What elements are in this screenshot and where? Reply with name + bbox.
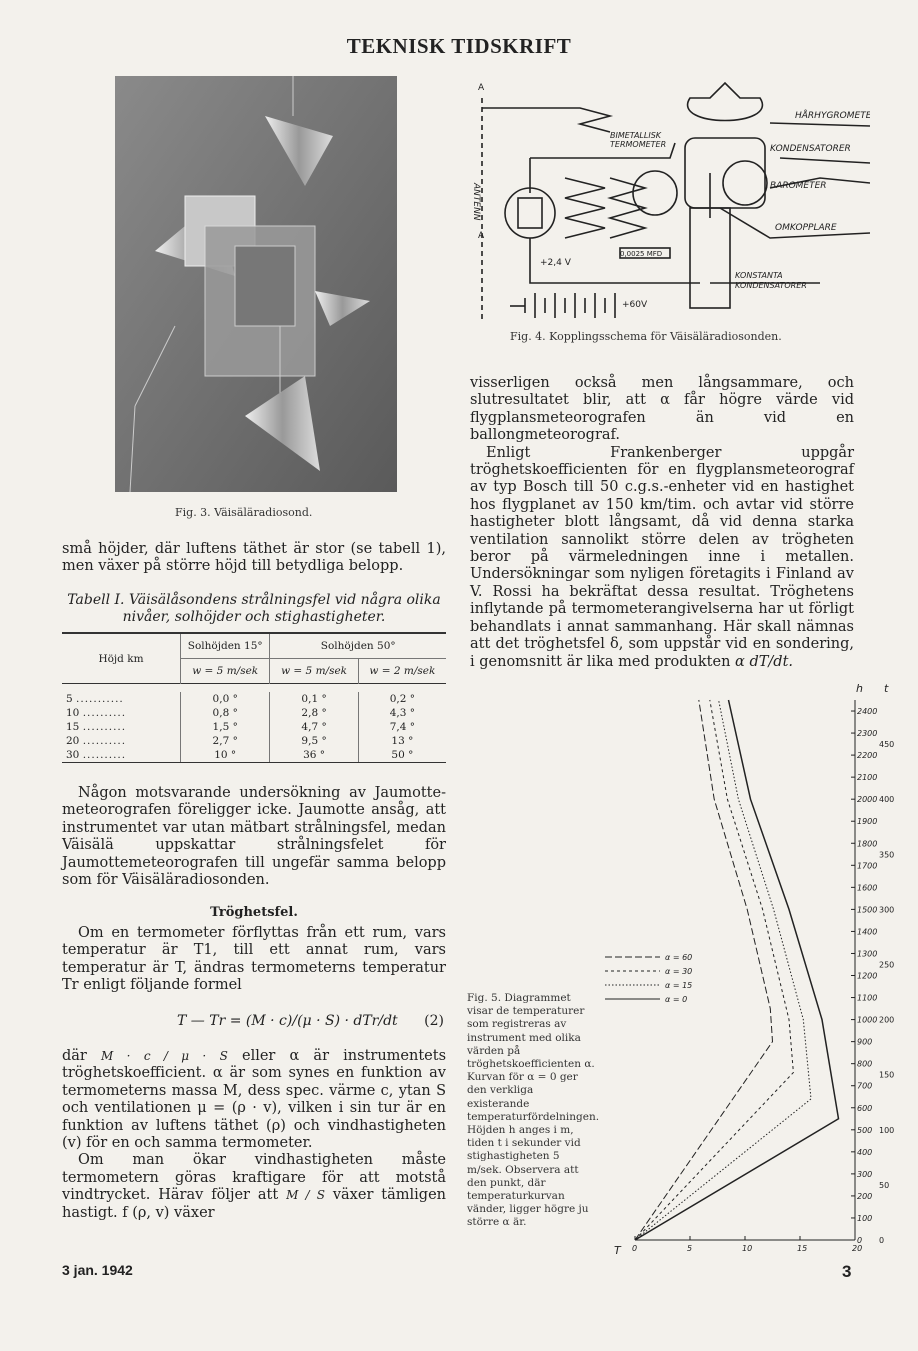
h-tick-label: 300 — [857, 1169, 873, 1179]
h-tick-label: 1100 — [857, 993, 878, 1003]
h-tick-label: 1400 — [857, 927, 878, 937]
table-row: 5 ........... 0,0 ° 0,1 ° 0,2 ° — [62, 692, 446, 706]
h-tick-label: 1200 — [857, 971, 878, 981]
table-row: 30 .......... 10 ° 36 ° 50 ° — [62, 748, 446, 762]
t-tick-label: 250 — [879, 960, 895, 970]
cell-c: 7,4 ° — [389, 721, 416, 733]
h-tick-label: 600 — [857, 1103, 873, 1113]
x-tick-label: 0 — [632, 1244, 638, 1253]
legend-label: α = 30 — [665, 967, 693, 976]
paragraph: växer tämligen hastigt. f (ρ, v) växer — [62, 1187, 446, 1221]
label-bimetallisk: BIMETALLISK — [610, 131, 662, 140]
t-tick-label: 300 — [879, 905, 895, 915]
cell-b: 2,8 ° — [270, 706, 358, 720]
cell-a: 0,8 ° — [181, 706, 270, 720]
col-header-hojd: Höjd km — [62, 634, 181, 684]
h-tick-label: 900 — [857, 1037, 873, 1047]
h-tick-label: 1900 — [857, 817, 878, 827]
cell-height: 10 — [66, 707, 80, 719]
h-tick-label: 2000 — [857, 795, 878, 805]
cell-b: 4,7 ° — [270, 720, 358, 734]
cell-height: 30 — [66, 749, 80, 761]
table-1-title — [62, 592, 446, 626]
cell-a: 2,7 ° — [181, 734, 270, 748]
h-tick-label: 1300 — [857, 949, 878, 959]
formula-2 — [62, 1005, 446, 1039]
table-1-grid — [62, 634, 446, 762]
paragraph: eller α är instrumentets tröghetskoefficient. α är som synes en funktion av termometerns massa M, dess spec. värme c, ytan S och ventilationen μ = (ρ · v), vilken i sin tur är en funktion av luftens täthet (ρ) och vindhastigheten (v) för en och samma termometer. — [62, 1048, 447, 1152]
group-header-50: Solhöjden 50° — [270, 634, 446, 659]
x-tick-label: 5 — [687, 1244, 693, 1253]
formula-expression: T — Tr = (M · c)/(μ · S) · dTr/dt — [177, 1013, 398, 1029]
legend-label: α = 0 — [665, 995, 688, 1004]
footer-date: 3 jan. 1942 — [62, 1262, 133, 1278]
h-tick-label: 1600 — [857, 883, 878, 893]
h-tick-label: 2200 — [857, 751, 878, 761]
table-title-text: Väisälåsondens strålningsfel vid några olika nivåer, solhöjder och stighastigheter. — [122, 592, 441, 625]
cell-b: 0,1 ° — [270, 692, 358, 706]
paragraph: Om man ökar vindhastigheten måste termometern göras kraftigare för att motstå vindtrycket. Härav följer att — [62, 1152, 446, 1204]
t-tick-label: 50 — [879, 1180, 890, 1190]
t-tick-label: 350 — [879, 850, 895, 860]
label-kondensatorer: KONDENSATORER — [770, 144, 851, 154]
axis-label-x: T — [614, 1244, 621, 1257]
label-harhygrometer: HÅRHYGROMETER — [795, 111, 870, 121]
formula-product: α dT/dt. — [735, 653, 794, 670]
cell-c: 13 ° — [391, 735, 414, 747]
t-tick-label: 200 — [879, 1015, 895, 1025]
left-column-top — [62, 541, 446, 576]
axis-label-h: h — [856, 682, 863, 695]
h-tick-label: 500 — [857, 1125, 873, 1135]
paragraph: visserligen också men långsammare, och slutresultatet blir, att α får högre värde vid flygplansmeteorografen än vid en ballongmeteorograf. — [470, 375, 854, 444]
masthead: TEKNISK TIDSKRIFT — [346, 34, 572, 58]
label-omkopplare: OMKOPPLARE — [775, 223, 837, 233]
label-60v: +60V — [622, 300, 648, 310]
paragraph: Enligt Frankenberger uppgår tröghetskoefficienten för en flygplansmeteorograf av typ Bosch till 50 c.g.s.-enheter vid en hastighet hos flygplanet av 150 km/tim. och avtar vid större hastigheter blott långsamt, då vid denna starka ventilation sannolikt större delen av trögheten beror på värmeledningen inne i metallen. Undersökningar som nyligen företagits i Finland av V. Rossi ha bekräftat dessa resultat. Tröghetens inflytande på termometerangivelserna har ut förligt behandlats i annat sammanhang. Här skall nämnas att det tröghetsfel δ, som uppstår vid en sondering, i genomsnitt är lika med produkten — [470, 444, 854, 670]
h-tick-label: 1500 — [857, 905, 878, 915]
t-tick-label: 150 — [879, 1070, 895, 1080]
label-termometer: TERMOMETER — [610, 140, 667, 149]
x-tick-label: 20 — [852, 1244, 863, 1253]
legend-label: α = 60 — [665, 953, 693, 962]
cell-a: 0,0 ° — [181, 692, 270, 706]
x-tick-label: 10 — [742, 1244, 753, 1253]
cell-a: 1,5 ° — [181, 720, 270, 734]
paragraph: Om en termometer förflyttas från ett rum, vars temperatur är T1, till ett annat rum, vars temperatur är T, ändras termometerns temperatur Tr enligt följande formel — [62, 925, 446, 994]
cell-height: 5 — [66, 693, 73, 705]
cell-a: 10 ° — [181, 748, 270, 762]
h-tick-label: 2100 — [857, 773, 878, 783]
label-a2: A — [478, 231, 485, 241]
h-tick-label: 400 — [857, 1147, 873, 1157]
table-row: 20 .......... 2,7 ° 9,5 ° 13 ° — [62, 734, 446, 748]
paragraph: små höjder, där luftens täthet är stor (se tabell 1), men växer på större höjd till betydliga belopp. — [62, 541, 446, 575]
sub-header-1: w = 5 m/sek — [181, 659, 270, 684]
figure-5-chart — [600, 680, 900, 1260]
circuit-schematic — [470, 78, 870, 328]
h-tick-label: 200 — [857, 1191, 873, 1201]
inline-fraction: M · c / μ · S — [101, 1049, 228, 1063]
cell-height: 20 — [66, 735, 80, 747]
label-barometer: BAROMETER — [770, 181, 827, 191]
h-tick-label: 1000 — [857, 1015, 878, 1025]
group-header-15: Solhöjden 15° — [181, 634, 270, 659]
figure-3-caption: Fig. 3. Väisäläradiosond. — [175, 506, 313, 519]
h-tick-label: 100 — [857, 1213, 873, 1223]
label-konstanta-kondensatorer: KONDENSATORER — [735, 281, 807, 290]
cell-c: 4,3 ° — [389, 707, 416, 719]
formula-number: (2) — [424, 1013, 444, 1029]
chart-svg — [600, 680, 900, 1260]
t-tick-label: 450 — [879, 740, 895, 750]
t-tick-label: 0 — [879, 1236, 885, 1245]
series-line — [635, 700, 811, 1240]
label-konstanta: KONSTANTA — [735, 271, 783, 280]
figure-4-caption: Fig. 4. Kopplingsschema för Väisäläradiosonden. — [510, 330, 782, 343]
x-tick-label: 15 — [797, 1244, 808, 1253]
table-1 — [62, 632, 446, 763]
inline-fraction: M / S — [286, 1188, 325, 1203]
cell-c: 0,2 ° — [389, 693, 416, 705]
section-heading: Tröghetsfel. — [210, 905, 298, 920]
left-column-lower — [62, 925, 446, 995]
h-tick-label: 2300 — [857, 729, 878, 739]
paragraph: Någon motsvarande undersökning av Jaumotte-meteorografen föreligger icke. Jaumotte ansåg, att instrumentet var utan mätbart strålningsfel, medan Väisälä uppskattar strålningsfelet för Jaumottemeteorografen till ungefär samma belopp som för Väisäläradiosonden. — [62, 785, 446, 889]
radiosonde-illustration — [115, 76, 397, 492]
label-a1: A — [478, 83, 485, 93]
footer-page-number: 3 — [842, 1262, 852, 1281]
label-antenn: ANTENN — [471, 183, 481, 221]
h-tick-label: 1800 — [857, 839, 878, 849]
t-tick-label: 400 — [879, 795, 895, 805]
label-capacitor: 0,0025 MFD — [620, 250, 663, 258]
series-line — [635, 700, 773, 1240]
h-tick-label: 800 — [857, 1059, 873, 1069]
table-row: 15 .......... 1,5 ° 4,7 ° 7,4 ° — [62, 720, 446, 734]
cell-height: 15 — [66, 721, 80, 733]
sub-header-3: w = 2 m/sek — [369, 665, 436, 677]
figure-4-diagram — [470, 78, 870, 328]
text-dar: där — [62, 1048, 87, 1064]
table-title-label: Tabell I. — [67, 592, 125, 608]
cell-b: 9,5 ° — [270, 734, 358, 748]
left-column-bottom — [62, 1048, 446, 1222]
left-column-middle — [62, 785, 446, 889]
label-2-4v: +2,4 V — [540, 258, 571, 268]
h-tick-label: 2400 — [857, 707, 878, 717]
h-tick-label: 1700 — [857, 861, 878, 871]
figure-5-caption: Fig. 5. Diagrammet visar de temperaturer som registreras av instrument med olika värden på tröghetskoefficienten α. Kurvan för α = 0 ger den verkliga existerande temperaturfördelningen. Höjden h anges i m, tiden t i sekunder vid stighastigheten 5 m/sek. Observera att den punkt, där temperaturkurvan vänder, ligger högre ju större α är. — [467, 992, 600, 1229]
legend-label: α = 15 — [665, 981, 693, 990]
h-tick-label: 700 — [857, 1081, 873, 1091]
sub-header-2: w = 5 m/sek — [270, 659, 358, 684]
cell-c: 50 ° — [391, 749, 414, 761]
axis-label-t: t — [884, 682, 889, 695]
figure-3-photo — [115, 76, 397, 492]
cell-b: 36 ° — [270, 748, 358, 762]
h-tick-label: 0 — [857, 1236, 863, 1245]
t-tick-label: 100 — [879, 1125, 895, 1135]
right-column-text — [470, 375, 854, 671]
table-row: 10 .......... 0,8 ° 2,8 ° 4,3 ° — [62, 706, 446, 720]
